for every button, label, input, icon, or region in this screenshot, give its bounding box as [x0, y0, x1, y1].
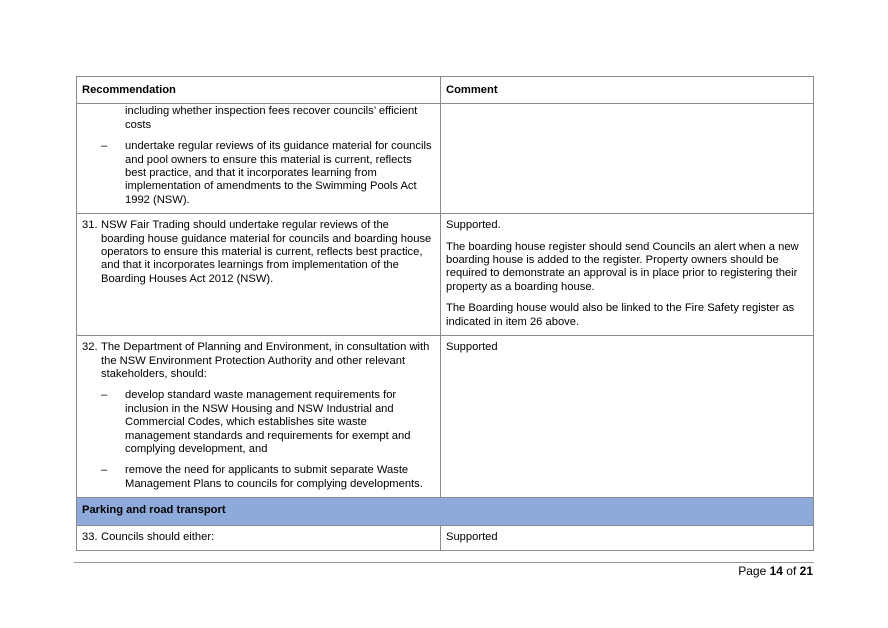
comment-cell [441, 525, 814, 550]
comment-cell [441, 214, 814, 336]
recommendation-cell [77, 214, 441, 336]
comment-text: Supported. [446, 219, 501, 232]
item-number: 31. [82, 219, 98, 232]
numbered-item [82, 531, 435, 544]
comment-text: Supported [446, 341, 498, 354]
comment-text: The Boarding house would also be linked to the Fire Safety register as indicated in item 26 above. [446, 302, 795, 328]
table-row [77, 525, 814, 550]
item-text: Councils should either: [101, 530, 215, 543]
bullet-text: remove the need for applicants to submit separate Waste Management Plans to councils for complying developments. [125, 464, 423, 490]
page-number [738, 564, 813, 578]
table-row [77, 336, 814, 498]
list-item [82, 464, 435, 491]
page-total: 21 [799, 564, 813, 578]
header-recommendation: Recommendation [77, 77, 441, 104]
list-item [82, 389, 435, 456]
section-row [77, 498, 814, 525]
comment-text: Supported [446, 530, 498, 543]
table-row [77, 214, 814, 336]
table-row [77, 104, 814, 214]
comment-cell [441, 336, 814, 498]
recommendation-cell [77, 336, 441, 498]
numbered-item [82, 219, 435, 286]
dash-marker: – [101, 464, 108, 477]
table-header-row [77, 77, 814, 104]
numbered-item [82, 341, 435, 381]
page-prefix: Page [738, 564, 770, 578]
page-middle: of [782, 564, 800, 578]
header-comment: Comment [441, 77, 814, 104]
comment-cell [441, 104, 814, 214]
item-number: 33. [82, 530, 98, 543]
dash-marker: – [101, 389, 108, 402]
bullet-text: undertake regular reviews of its guidance material for councils and pool owners to ensure this material is current, reflects best practice, and that it incorporates learning from implementation of amendments to the Swimming Pools Act 1992 (NSW). [125, 140, 432, 206]
bullet-text: develop standard waste management requirements for inclusion in the NSW Housing and NSW Industrial and Commercial Codes, which establishes site waste management standards and requirements for exempt and complying development, and [125, 389, 411, 455]
page-current: 14 [769, 564, 783, 578]
recommendation-cell [77, 525, 441, 550]
continued-text: including whether inspection fees recover councils’ efficient costs [125, 105, 418, 131]
comment-text: The boarding house register should send Councils an alert when a new boarding house is added to the register. Property owners should be required to demonstrate an approval is in place prior to registering their property as a boarding house. [446, 240, 799, 293]
recommendation-cell [77, 104, 441, 214]
footer-divider [74, 562, 814, 563]
item-text: The Department of Planning and Environment, in consultation with the NSW Environment Protection Authority and other relevant stakeholders, should: [101, 341, 430, 380]
section-heading: Parking and road transport [77, 498, 814, 525]
dash-marker: – [101, 140, 108, 153]
list-item [82, 140, 435, 207]
recommendations-table [76, 76, 814, 551]
item-text: NSW Fair Trading should undertake regular reviews of the boarding house guidance material for councils and boarding house operators to ensure this material is current, reflects best practice, and that it incorporates learnings from implementation of the Boarding Houses Act 2012 (NSW). [101, 219, 432, 285]
item-number: 32. [82, 341, 98, 354]
